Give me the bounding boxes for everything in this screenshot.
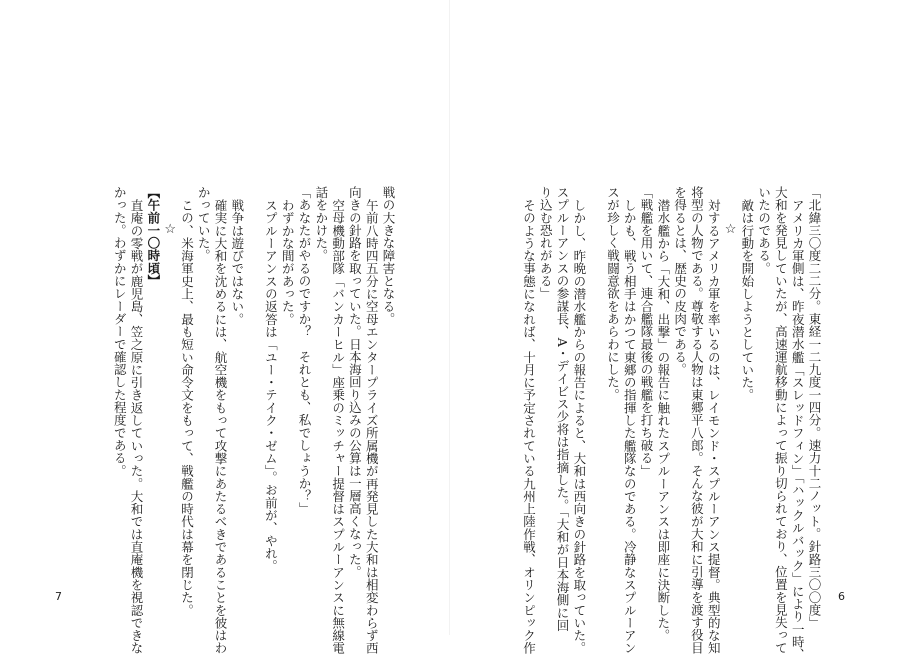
text-line: 戦の大きな障害となる。 bbox=[381, 186, 396, 326]
page-number-right: 6 bbox=[838, 590, 845, 603]
text-line: を得るとは、歴史の皮肉である。 bbox=[672, 186, 688, 376]
page-number-left: 7 bbox=[55, 590, 62, 603]
time-heading: 【午前一〇時頃】 bbox=[145, 186, 161, 288]
text-line: り込む恐れがある」 bbox=[538, 186, 554, 300]
text-line: そのような事態になれば、十月に予定されている九州上陸作戦、オリンピック作 bbox=[521, 198, 537, 654]
left-page bbox=[0, 0, 450, 654]
text-line: 潜水艦から「大和、出撃」の報告に触れたスプルーアンスは即座に決断した。 bbox=[655, 198, 671, 642]
text-line: いたのである。 bbox=[756, 186, 772, 275]
text-line: 大和を発見していたが、高速運航移動によって振り切られており、位置を見失って bbox=[773, 186, 789, 655]
paragraph-break bbox=[587, 186, 604, 581]
text-line: 敵は行動を開始しようとしていた。 bbox=[739, 198, 755, 401]
text-line: 「北緯三〇度二二分。東経一二九度一四分。速力十二ノット。針路三〇〇度」 bbox=[807, 186, 822, 629]
text-line: かっていた。 bbox=[196, 186, 212, 262]
text-line: 空母機動部隊「バンカーヒル」座乗のミッチャー提督はスプルーアンスに無線電 bbox=[330, 198, 346, 654]
text-line: この、米海軍史上、最も短い命令文をもって、戦艦の時代は幕を閉じた。 bbox=[179, 198, 195, 616]
text-line: 向きの針路を取っていた。日本海回り込みの公算は一層高くなった。 bbox=[347, 186, 363, 579]
text-line: 戦争は遊びではない。 bbox=[229, 198, 245, 325]
right-page-text-column bbox=[500, 186, 822, 660]
right-page bbox=[450, 0, 900, 660]
section-break-star: ☆ bbox=[723, 222, 739, 238]
paragraph-break bbox=[245, 186, 262, 581]
text-line: 午前八時四五分に空母エンタープライズ所属機が再発見した大和は相変わらず西 bbox=[364, 198, 380, 654]
text-line: 確実に大和を沈めるには、航空機をもって攻撃にあたるべきであることを彼はわ bbox=[213, 198, 229, 654]
text-line: しかし、昨晩の潜水艦からの報告によると、大和は西向きの針路を取っていた。 bbox=[571, 198, 587, 654]
text-line: スが珍しく戦闘意欲をあらわにした。 bbox=[605, 186, 621, 402]
text-line: 話をかけた。 bbox=[313, 186, 329, 262]
text-line: 直庵の零戦が鹿児島、笠之原に引き返していった。大和では直庵機を視認できな bbox=[129, 198, 145, 654]
text-line: かった。わずかにレーダーで確認した程度である。 bbox=[112, 186, 128, 477]
text-line: アメリカ軍側は、昨夜潜水艦「スレッドフィン」「ハックルバック」により一時、 bbox=[790, 198, 806, 660]
section-break-star: ☆ bbox=[162, 222, 178, 238]
text-line: スプルーアンスの返答は「ユー・テイク・ゼム」。お前が、やれ。 bbox=[263, 198, 279, 572]
left-page-text-column bbox=[76, 186, 396, 654]
text-line: 「あなたがやるのですか？ それとも、私でしょうか？」 bbox=[297, 186, 313, 515]
text-line: わずかな間があった。 bbox=[280, 198, 296, 325]
text-line: 「戦艦を用いて、連合艦隊最後の戦艦を打ち破る」 bbox=[639, 186, 655, 477]
text-line: スプルーアンスの参謀長、A・デイビス少将は指摘した。「大和が日本海側に回 bbox=[555, 186, 571, 632]
text-line: 将型の人物である。尊敬する人物は東郷平八郎。そんな彼が大和に引導を渡す役目 bbox=[689, 186, 705, 655]
text-line: しかも、戦う相手はかつて東郷の指揮した艦隊なのである。冷静なスプルーアン bbox=[622, 198, 638, 654]
text-line: 対するアメリカ軍を率いるのは、レイモンド・スプルーアンス提督。典型的な知 bbox=[706, 198, 722, 654]
